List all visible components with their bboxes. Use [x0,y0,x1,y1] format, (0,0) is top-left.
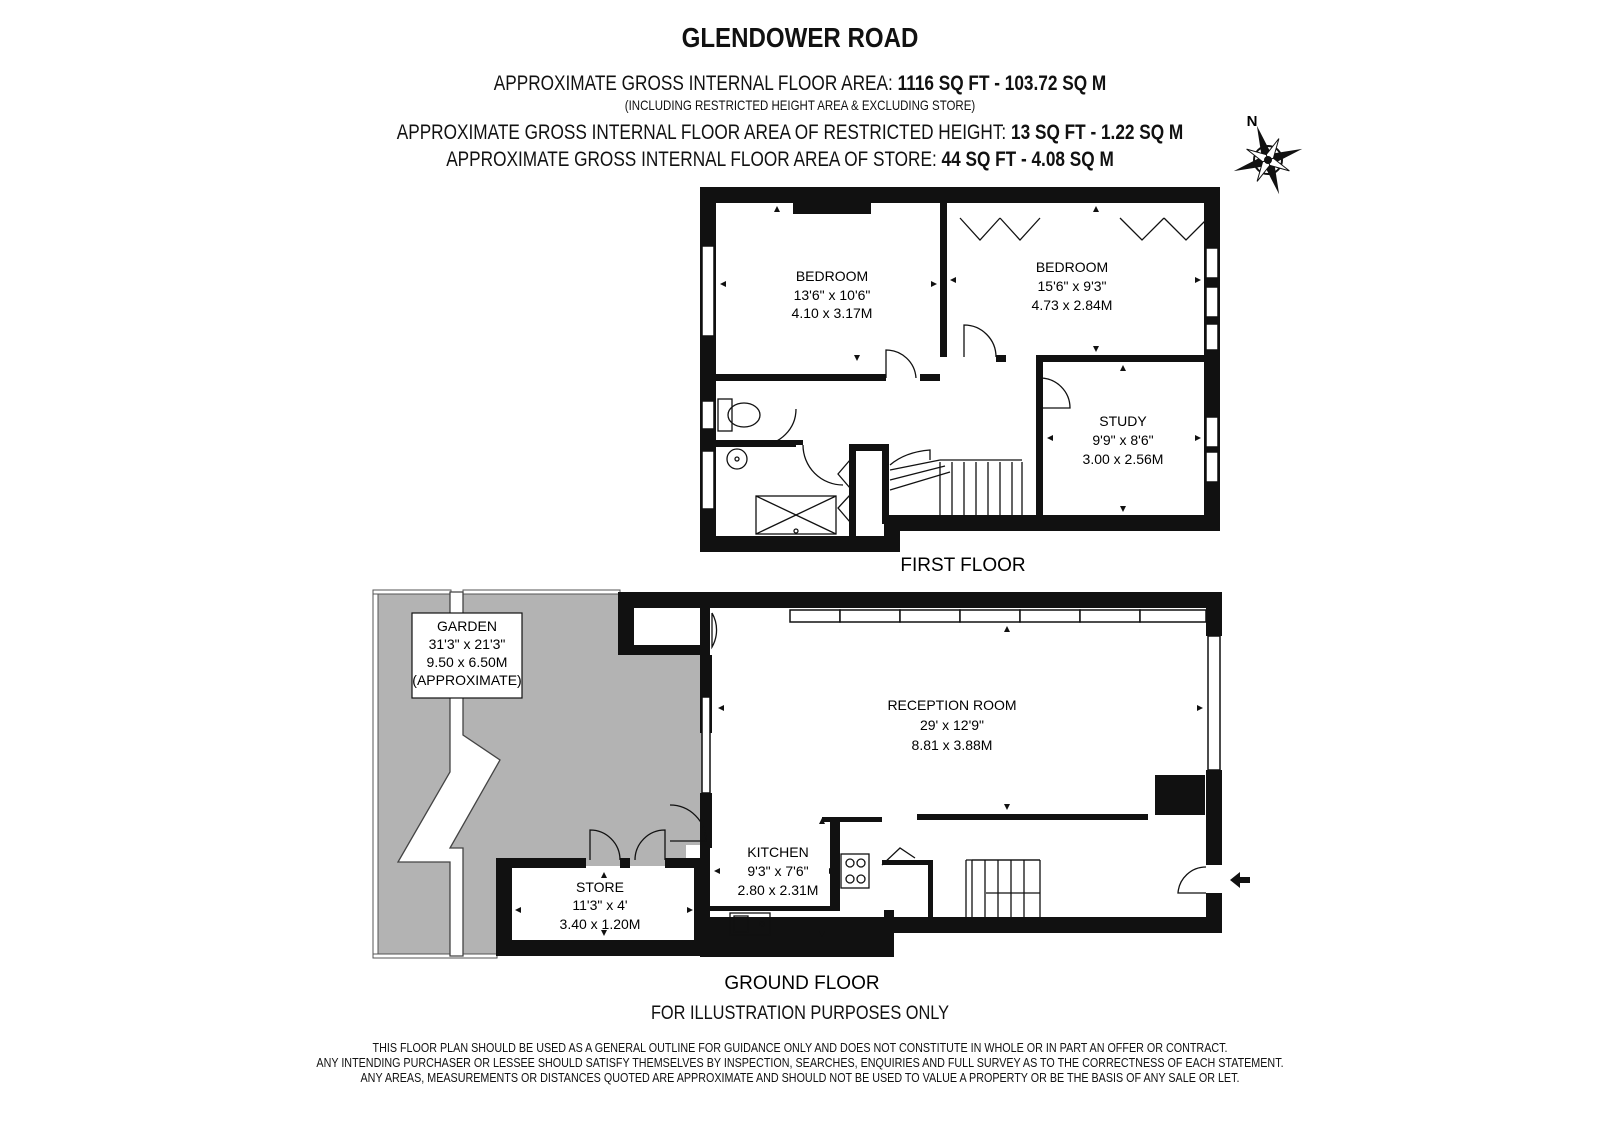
room-name: STUDY [1099,413,1147,429]
room-name: RECEPTION ROOM [887,697,1017,713]
room-name: KITCHEN [747,844,809,860]
garden-name: GARDEN [437,618,497,634]
room-bedroom-2 [1032,259,1113,313]
disclaimer [112,1041,1488,1086]
gross-area-note: (INCLUDING RESTRICTED HEIGHT AREA & EXCLUDING STORE) [624,97,976,113]
room-name: BEDROOM [795,268,869,284]
garden-label-box [412,613,522,698]
room-name: STORE [576,879,624,895]
disclaimer-line: ANY AREAS, MEASUREMENTS OR DISTANCES QUOTED ARE APPROXIMATE AND SHOULD NOT BE USED TO VALUE A PROPERTY OR BE THE BASIS OF ANY SALE OR LET. [360,1071,1240,1085]
store-area-label: APPROXIMATE GROSS INTERNAL FLOOR AREA OF STORE: [446,148,937,171]
first-floor-label: FIRST FLOOR [900,555,1026,576]
room-metric: 3.00 x 2.56M [1082,451,1164,467]
room-metric: 2.80 x 2.31M [737,882,819,898]
gross-area-value: 1116 SQ FT - 103.72 SQ M [897,72,1107,95]
ground-floor-label: GROUND FLOOR [724,973,880,994]
compass-north-label: N [1246,113,1258,130]
restricted-area-label: APPROXIMATE GROSS INTERNAL FLOOR AREA OF RESTRICTED HEIGHT: [396,121,1007,144]
illustration-note: FOR ILLUSTRATION PURPOSES ONLY [650,1003,950,1024]
room-imperial: 13'6" x 10'6" [793,287,871,303]
room-imperial: 29' x 12'9" [919,717,985,733]
garden-note: (APPROXIMATE) [412,672,522,688]
room-study [1083,413,1164,467]
restricted-area-value: 13 SQ FT - 1.22 SQ M [1011,121,1184,144]
room-store [560,879,641,932]
room-kitchen [738,844,819,898]
first-floor-walls [700,187,1220,552]
page-title: GLENDOWER ROAD [681,22,919,53]
room-metric: 4.73 x 2.84M [1031,297,1113,313]
room-imperial: 9'9" x 8'6" [1092,432,1154,448]
room-metric: 3.40 x 1.20M [559,916,641,932]
compass-rose-icon [1232,113,1304,196]
room-name: BEDROOM [1035,259,1109,275]
disclaimer-line: ANY INTENDING PURCHASER OR LESSEE SHOULD SATISFY THEMSELVES BY INSPECTION, SEARCHES, ENQUIRIES AND FULL SURVEY AS TO THE CORRECTNESS OF EACH STATEMENT. [316,1056,1284,1070]
garden-imperial: 31'3" x 21'3" [428,636,506,652]
room-bedroom-1 [792,268,873,321]
room-imperial: 11'3" x 4' [572,897,628,913]
gross-area-label: APPROXIMATE GROSS INTERNAL FLOOR AREA: [493,72,893,95]
entrance-arrow-icon [1230,872,1250,888]
room-reception [887,697,1016,753]
store-area-value: 44 SQ FT - 4.08 SQ M [941,148,1114,171]
room-metric: 8.81 x 3.88M [911,737,993,753]
room-imperial: 15'6" x 9'3" [1037,278,1107,294]
disclaimer-line: THIS FLOOR PLAN SHOULD BE USED AS A GENERAL OUTLINE FOR GUIDANCE ONLY AND DOES NOT CONSTITUTE IN WHOLE OR IN PART AN OFFER OR CONTRACT. [372,1041,1228,1055]
room-metric: 4.10 x 3.17M [791,305,873,321]
garden-metric: 9.50 x 6.50M [426,654,508,670]
room-imperial: 9'3" x 7'6" [747,863,809,879]
